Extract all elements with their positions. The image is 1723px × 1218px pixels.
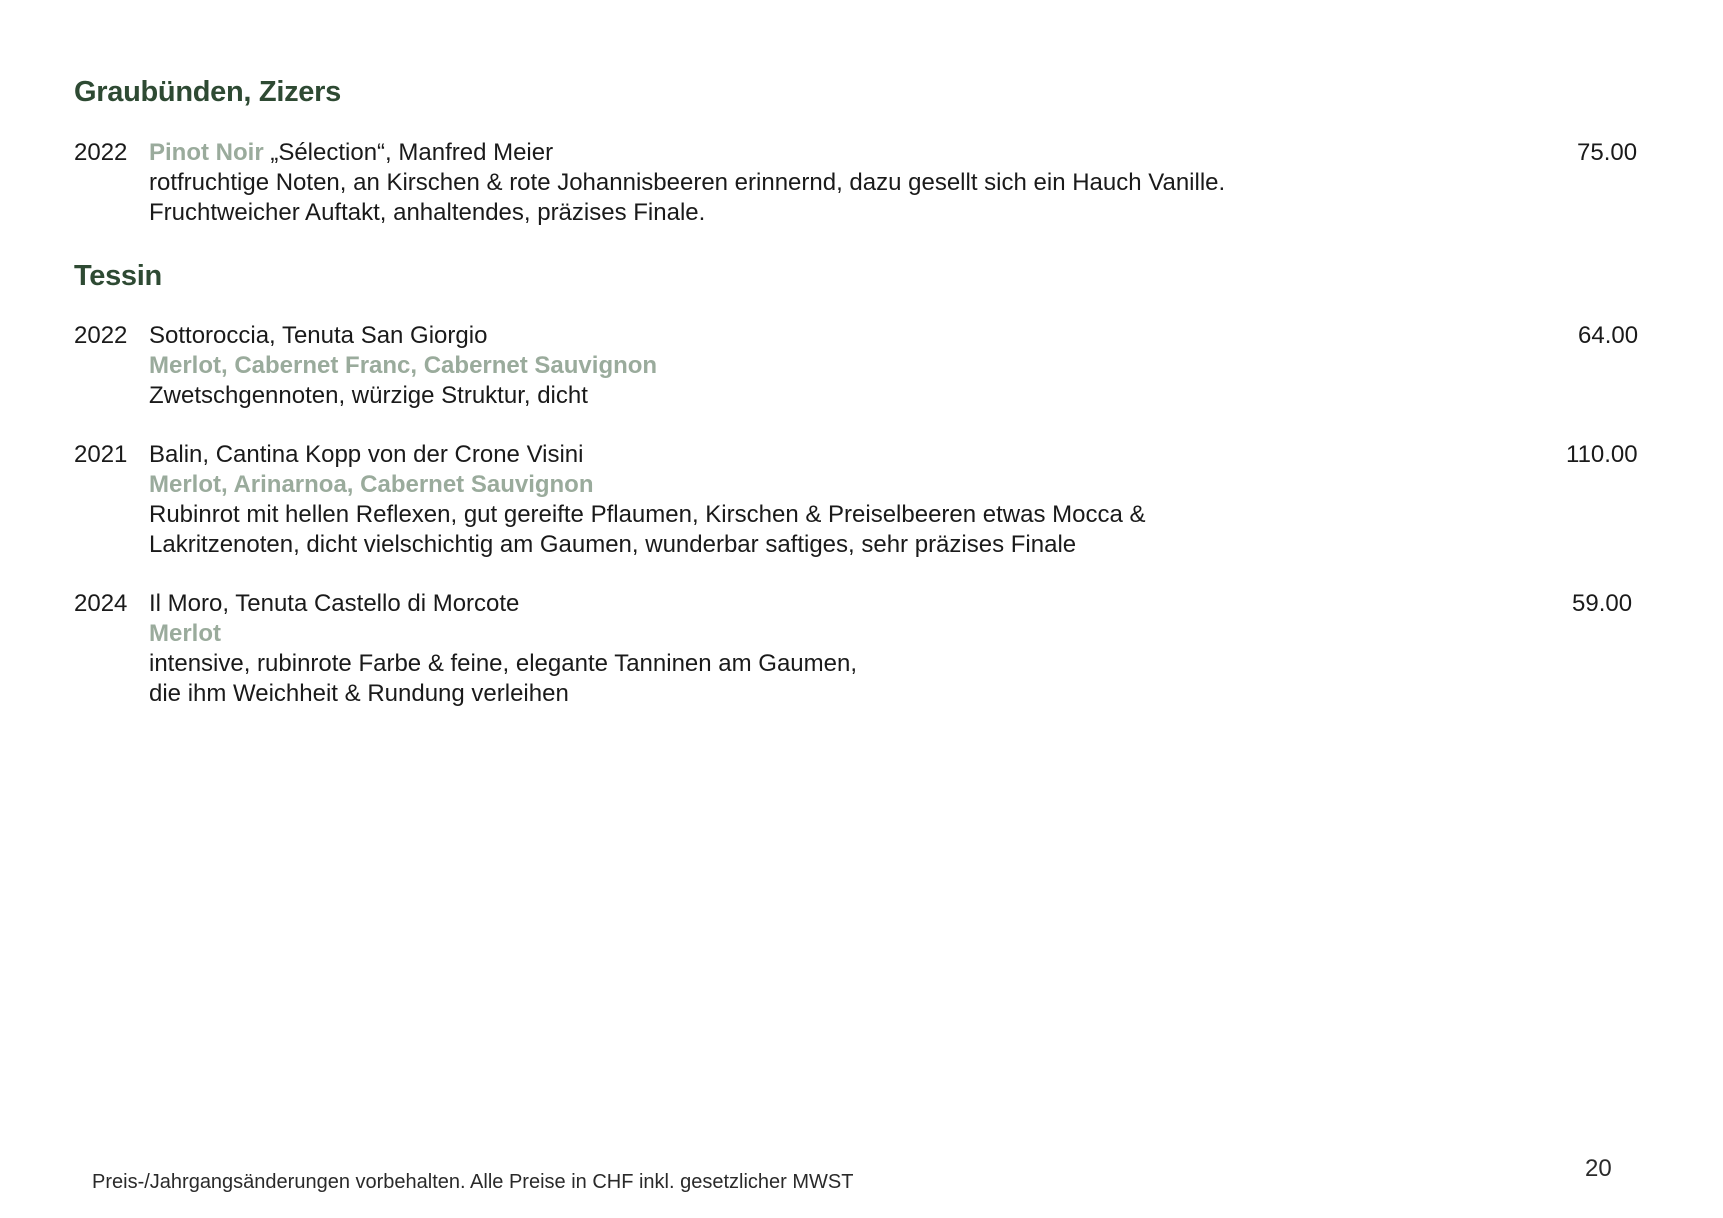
- section-title-graubuenden: Graubünden, Zizers: [74, 76, 341, 108]
- wine-body: [149, 440, 1654, 560]
- wine-description-line: Fruchtweicher Auftakt, anhaltendes, präzises Finale.: [149, 199, 706, 226]
- footer-note: Preis-/Jahrgangsänderungen vorbehalten. Alle Preise in CHF inkl. gesetzlicher MWST: [92, 1171, 854, 1193]
- wine-description-line: Lakritzenoten, dicht vielschichtig am Gaumen, wunderbar saftiges, sehr präzises Finale: [149, 531, 1077, 558]
- wine-body: [149, 321, 1654, 411]
- wine-name: Sottoroccia, Tenuta San Giorgio: [149, 322, 488, 349]
- wine-price: 75.00: [1577, 139, 1638, 166]
- wine-name: Balin, Cantina Kopp von der Crone Visini: [149, 441, 584, 468]
- wine-body: [149, 589, 1654, 709]
- wine-body: [149, 138, 1654, 228]
- wine-entry-balin: [74, 440, 1654, 560]
- wine-price: 64.00: [1578, 322, 1639, 349]
- wine-entry-il-moro: [74, 589, 1654, 709]
- wine-description-line: Rubinrot mit hellen Reflexen, gut gereifte Pflaumen, Kirschen & Preiselbeeren etwas Mocca &: [149, 501, 1146, 528]
- wine-description-line: die ihm Weichheit & Rundung verleihen: [149, 680, 569, 707]
- wine-grapes: Merlot, Cabernet Franc, Cabernet Sauvignon: [149, 352, 658, 379]
- wine-grapes: Merlot, Arinarnoa, Cabernet Sauvignon: [149, 471, 594, 498]
- wine-year: 2022: [74, 139, 128, 166]
- wine-entry-pinot-noir: [74, 138, 1654, 228]
- wine-year: 2021: [74, 441, 128, 468]
- wine-price: 110.00: [1566, 441, 1638, 468]
- wine-price: 59.00: [1572, 590, 1633, 617]
- wine-grapes: Merlot: [149, 620, 221, 647]
- wine-name: „Sélection“, Manfred Meier: [263, 139, 554, 166]
- section-title-tessin: Tessin: [74, 260, 162, 292]
- wine-description-line: rotfruchtige Noten, an Kirschen & rote Johannisbeeren erinnernd, dazu gesellt sich ein Hauch Vanille.: [149, 169, 1226, 196]
- wine-grape: Pinot Noir: [149, 139, 264, 166]
- wine-description-line: Zwetschgennoten, würzige Struktur, dicht: [149, 382, 588, 409]
- wine-year: 2024: [74, 590, 128, 617]
- page-number: 20: [1585, 1155, 1612, 1182]
- wine-title-line: [149, 138, 1654, 168]
- wine-name: Il Moro, Tenuta Castello di Morcote: [149, 590, 520, 617]
- wine-year: 2022: [74, 322, 128, 349]
- wine-entry-sottoroccia: [74, 321, 1654, 411]
- wine-description-line: intensive, rubinrote Farbe & feine, elegante Tanninen am Gaumen,: [149, 650, 857, 677]
